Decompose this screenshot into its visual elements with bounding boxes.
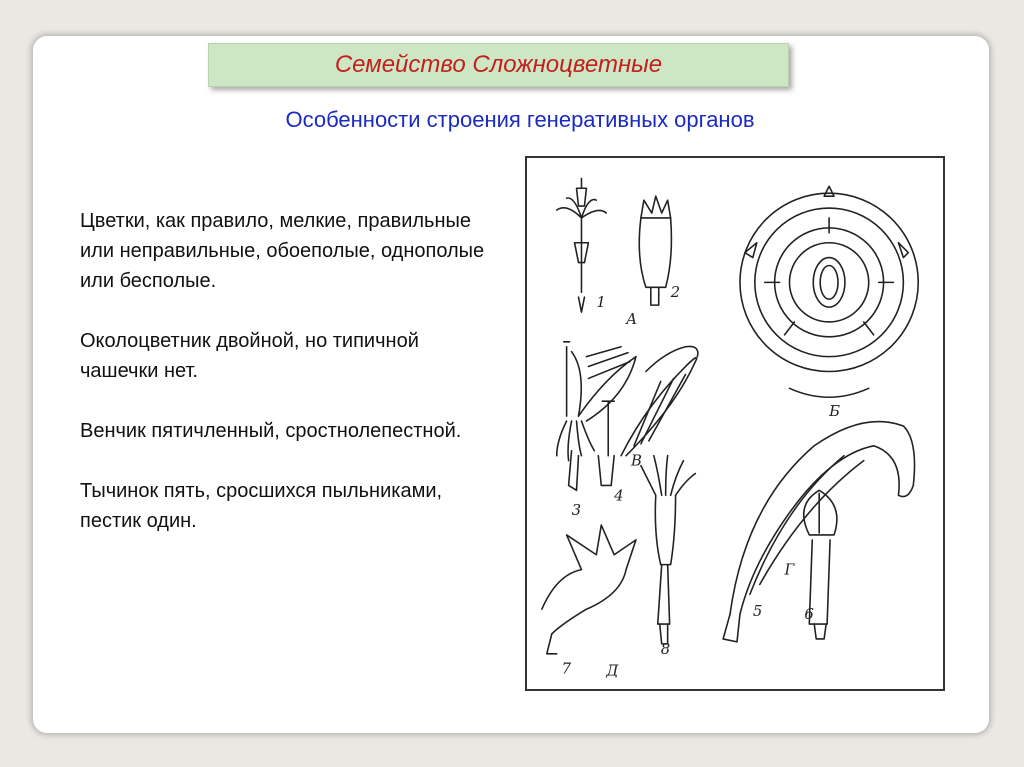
figure-label-3: 3 (571, 501, 582, 520)
flower-4-drawing (598, 346, 698, 485)
figure-label-5: 5 (752, 602, 763, 621)
flower-1-drawing (557, 178, 607, 312)
flower-3-drawing (557, 342, 636, 491)
paragraph-flowers: Цветки, как правило, мелкие, правильные или неправильные, обоеполые, однополые или бесполые. (80, 210, 485, 292)
title-box (208, 43, 789, 87)
flower-7-drawing (542, 525, 636, 654)
figure-label-g: Г (784, 560, 795, 579)
figure-label-4: 4 (614, 486, 624, 505)
figure-label-1: 1 (596, 293, 606, 312)
paragraph-corolla: Венчик пятичленный, сростнолепестной. (80, 420, 462, 442)
figure-label-8: 8 (660, 639, 671, 658)
flower-2-drawing (639, 196, 671, 305)
figure-label-d: Д (606, 661, 619, 680)
paragraph-perianth: Околоцветник двойной, но типичной чашечки нет. (80, 330, 419, 382)
figure-label-v: В (631, 451, 642, 470)
botanical-illustration (525, 156, 945, 691)
slide-subtitle: Особенности строения генеративных органов (285, 107, 755, 132)
slide-title: Семейство Сложноцветные (334, 51, 663, 78)
figure-label-2: 2 (670, 283, 681, 302)
figure-label-a: А (626, 309, 638, 328)
figure-label-7: 7 (561, 659, 572, 678)
figure-label-6: 6 (804, 605, 814, 624)
flower-8-drawing (641, 456, 695, 644)
paragraph-stamens: Тычинок пять, сросшихся пыльниками, пестик один. (80, 480, 443, 532)
floral-diagram (740, 186, 918, 397)
body-text (80, 206, 500, 566)
figure-label-b: Б (829, 402, 841, 421)
